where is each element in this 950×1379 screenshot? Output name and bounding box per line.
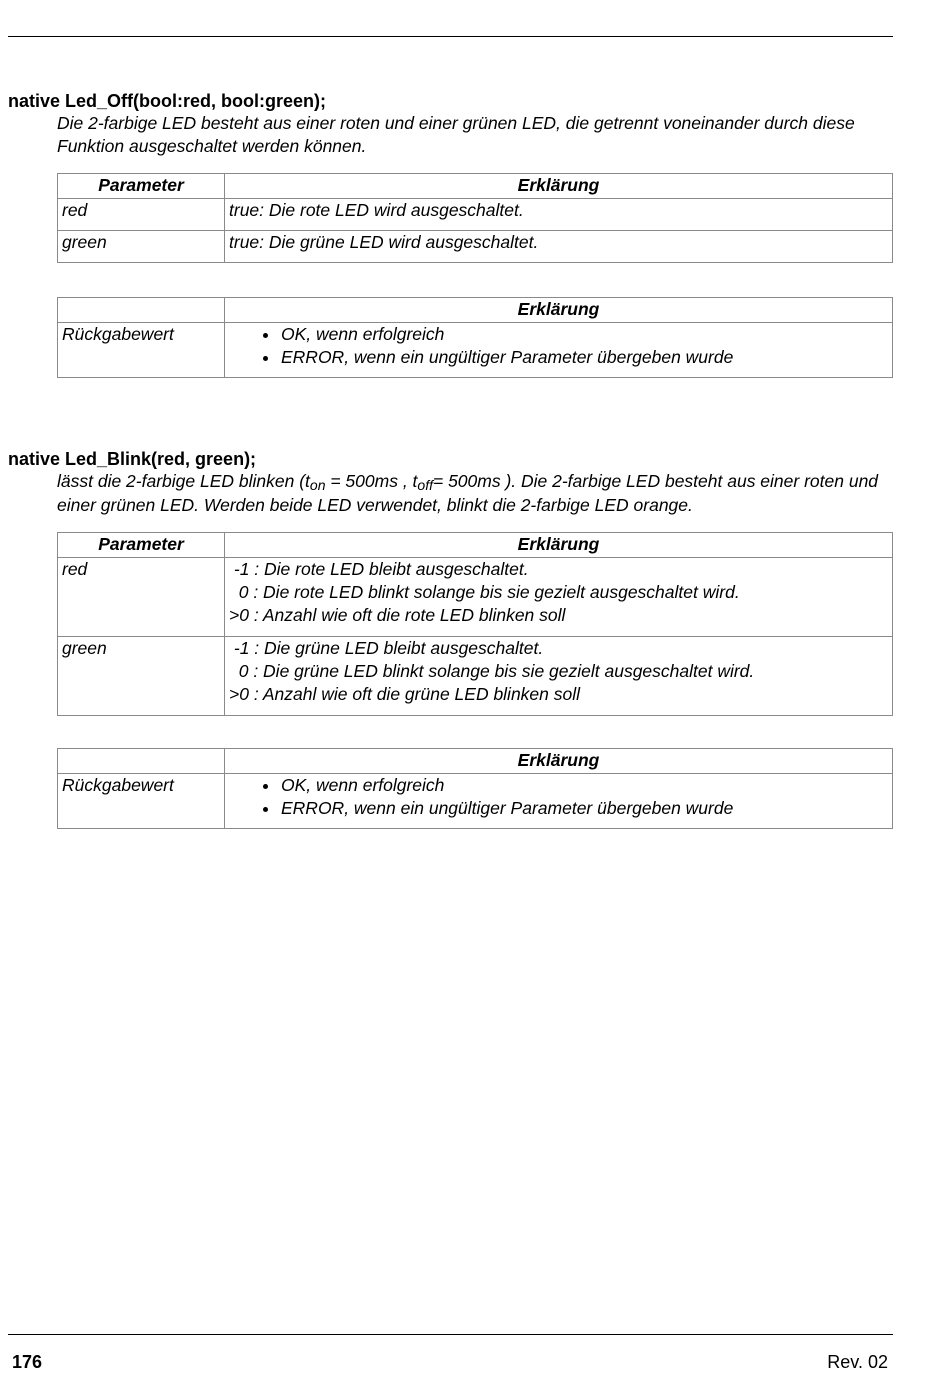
- description-text: = 500ms ). Die 2-farbige LED besteht aus einer roten und einer grünen LED. Werden beide LED verwendet, blinkt die 2-farbige LED orange.: [57, 471, 879, 515]
- return-label: Rückgabewert: [58, 323, 225, 378]
- return-value-list: [229, 774, 888, 826]
- list-item: OK, wenn erfolgreich: [229, 774, 888, 797]
- column-header-empty: [58, 298, 225, 323]
- footer-rule: [8, 1334, 893, 1335]
- return-value-list: [229, 323, 888, 375]
- explanation-line: >0 : Anzahl wie oft die rote LED blinken soll: [229, 605, 566, 625]
- table-row: [58, 774, 893, 829]
- param-explanation: [225, 558, 893, 637]
- led-blink-return-table: [57, 748, 893, 829]
- function-signature: native Led_Blink(red, green);: [8, 449, 257, 469]
- page-number: 176: [12, 1352, 43, 1372]
- return-label: Rückgabewert: [58, 774, 225, 829]
- table-row: [58, 231, 893, 263]
- table-row: [58, 323, 893, 378]
- param-explanation: [225, 637, 893, 716]
- param-name: red: [58, 558, 225, 637]
- led-off-params-table: [57, 173, 893, 263]
- column-header-erklaerung: Erklärung: [225, 298, 893, 323]
- column-header-erklaerung: Erklärung: [225, 533, 893, 558]
- function-description: Die 2-farbige LED besteht aus einer roten und einer grünen LED, die getrennt voneinander durch diese Funktion ausgeschaltet werden können.: [57, 113, 855, 156]
- column-header-erklaerung: Erklärung: [225, 749, 893, 774]
- return-values: [225, 323, 893, 378]
- column-header-erklaerung: Erklärung: [225, 174, 893, 199]
- explanation-line: -1 : Die grüne LED bleibt ausgeschaltet.: [229, 638, 544, 658]
- subscript-off: off: [417, 477, 433, 493]
- column-header-parameter: Parameter: [58, 174, 225, 199]
- explanation-line: >0 : Anzahl wie oft die grüne LED blinken soll: [229, 684, 581, 704]
- table-row: [58, 637, 893, 716]
- function-signature: native Led_Off(bool:red, bool:green);: [8, 91, 326, 111]
- led-blink-section: [8, 448, 893, 517]
- param-name: green: [58, 637, 225, 716]
- explanation-line: -1 : Die rote LED bleibt ausgeschaltet.: [229, 559, 529, 579]
- param-explanation: true: Die grüne LED wird ausgeschaltet.: [225, 231, 893, 263]
- led-off-return-table: [57, 297, 893, 378]
- list-item: ERROR, wenn ein ungültiger Parameter übergeben wurde: [229, 346, 888, 369]
- column-header-parameter: Parameter: [58, 533, 225, 558]
- table-row: [58, 199, 893, 231]
- function-description: [57, 470, 893, 517]
- description-text: lässt die 2-farbige LED blinken (t: [57, 471, 310, 491]
- header-rule: [8, 36, 893, 37]
- param-name: red: [58, 199, 225, 231]
- list-item: ERROR, wenn ein ungültiger Parameter übergeben wurde: [229, 797, 888, 820]
- led-off-section: [8, 90, 893, 158]
- return-values: [225, 774, 893, 829]
- revision-label: Rev. 02: [827, 1352, 888, 1372]
- param-explanation: true: Die rote LED wird ausgeschaltet.: [225, 199, 893, 231]
- explanation-line: 0 : Die grüne LED blinkt solange bis sie gezielt ausgeschaltet wird.: [229, 661, 755, 681]
- description-text: = 500ms , t: [325, 471, 418, 491]
- subscript-on: on: [309, 477, 326, 493]
- param-name: green: [58, 231, 225, 263]
- column-header-empty: [58, 749, 225, 774]
- led-blink-params-table: [57, 532, 893, 716]
- explanation-line: 0 : Die rote LED blinkt solange bis sie gezielt ausgeschaltet wird.: [229, 582, 740, 602]
- table-row: [58, 558, 893, 637]
- list-item: OK, wenn erfolgreich: [229, 323, 888, 346]
